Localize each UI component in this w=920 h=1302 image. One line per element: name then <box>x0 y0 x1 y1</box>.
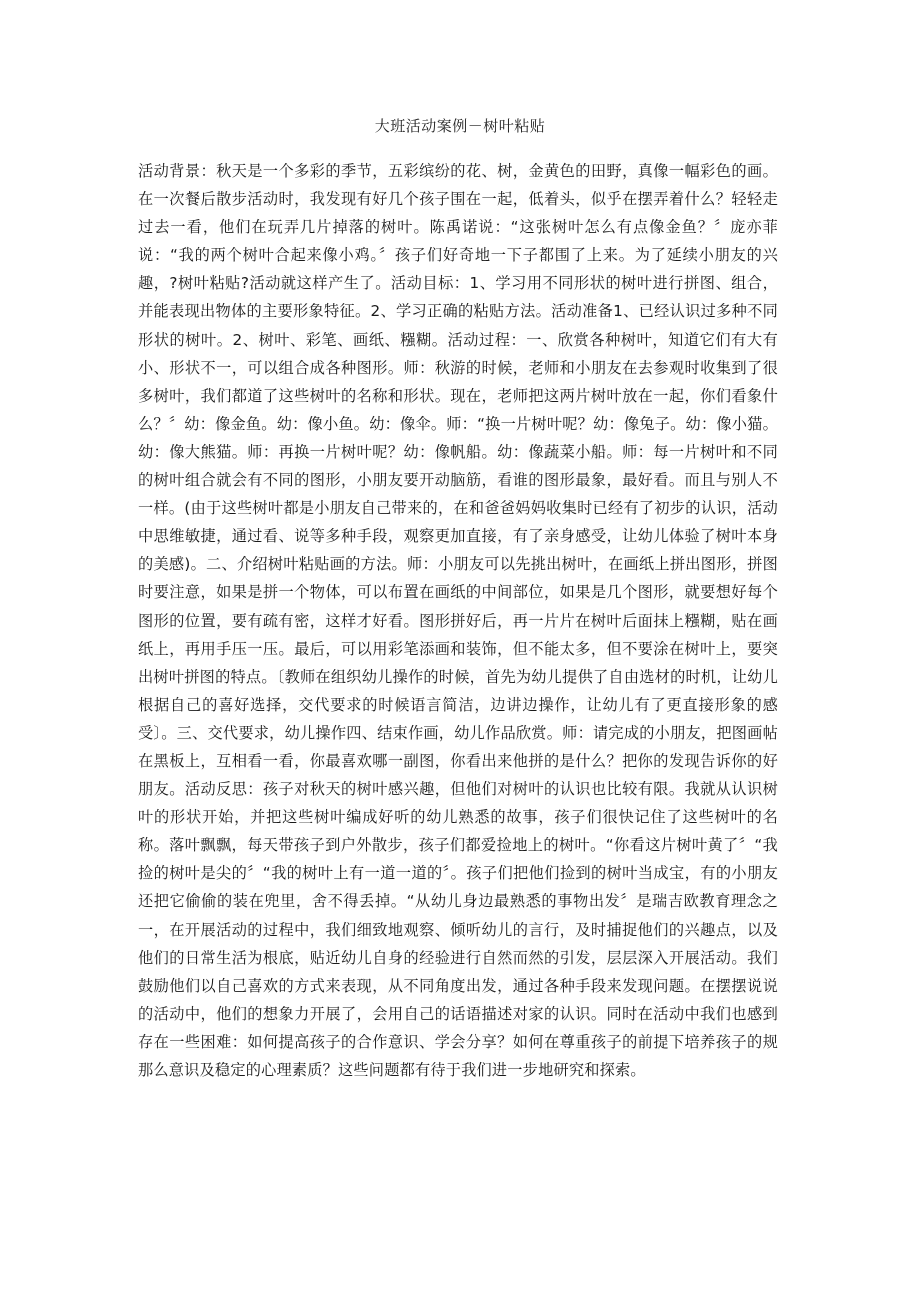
document-body: 活动背景：秋天是一个多彩的季节，五彩缤纷的花、树，金黄色的田野，真像一幅彩色的画。在一次餐后散步活动时，我发现有好几个孩子围在一起，低着头，似乎在摆弄着什么？轻轻走过去一看，他们在玩弄几片掉落的树叶。陈禹诺说：“这张树叶怎么有点像金鱼？〞庞亦菲说：“我的两个树叶合起来像小鸡。〞孩子们好奇地一下子都围了上来。为了延续小朋友的兴趣，?树叶粘贴?活动就这样产生了。活动目标：1、学习用不同形状的树叶进行拼图、组合，并能表现出物体的主要形象特征。2、学习正确的粘贴方法。活动准备1、已经认识过多种不同形状的树叶。2、树叶、彩笔、画纸、糨糊。活动过程：一、欣赏各种树叶，知道它们有大有小、形状不一，可以组合成各种图形。师：秋游的时候，老师和小朋友在去参观时收集到了很多树叶，我们都道了这些树叶的名称和形状。现在，老师把这两片树叶放在一起，你们看象什么？〞幼：像金鱼。幼：像小鱼。幼：像伞。师：“换一片树叶呢？幼：像兔子。幼：像小猫。幼：像大熊猫。师：再换一片树叶呢？幼：像帆船。幼：像蔬菜小船。师：每一片树叶和不同的树叶组合就会有不同的图形，小朋友要开动脑筋，看谁的图形最象，最好看。而且与别人不一样。(由于这些树叶都是小朋友自己带来的，在和爸爸妈妈收集时已经有了初步的认识，活动中思维敏捷，通过看、说等多种手段，观察更加直接，有了亲身感受，让幼儿体验了树叶本身的美感)。二、介绍树叶粘贴画的方法。师：小朋友可以先挑出树叶，在画纸上拼出图形，拼图时要注意，如果是拼一个物体，可以布置在画纸的中间部位，如果是几个图形，就要想好每个图形的位置，要有疏有密，这样才好看。图形拼好后，再一片片在树叶后面抹上糨糊，贴在画纸上，再用手压一压。最后，可以用彩笔添画和装饰，但不能太多，但不要涂在树叶上，要突出树叶拼图的特点。〔教师在组织幼儿操作的时候，首先为幼儿提供了自由选材的时机，让幼儿根据自己的喜好选择，交代要求的时候语言简洁，边讲边操作，让幼儿有了更直接形象的感受〕。三、交代要求，幼儿操作四、结束作画，幼儿作品欣赏。师：请完成的小朋友，把图画帖在黑板上，互相看一看，你最喜欢哪一副图，你看出来他拼的是什么？把你的发现告诉你的好朋友。活动反思：孩子对秋天的树叶感兴趣，但他们对树叶的认识也比较有限。我就从认识树叶的形状开始，并把这些树叶编成好听的幼儿熟悉的故事，孩子们很快记住了这些树叶的名称。落叶飘飘，每天带孩子到户外散步，孩子们都爱捡地上的树叶。“你看这片树叶黄了〞“我捡的树叶是尖的〞“我的树叶上有一道一道的〞。孩子们把他们捡到的树叶当成宝，有的小朋友还把它偷偷的装在兜里，舍不得丢掉。“从幼儿身边最熟悉的事物出发〞是瑞吉欧教育理念之一，在开展活动的过程中，我们细致地观察、倾听幼儿的言行，及时捕捉他们的兴趣点，以及他们的日常生活为根底，贴近幼儿自身的经验进行自然而然的引发，层层深入开展活动。我们鼓励他们以自己喜欢的方式来表现，从不同角度出发，通过各种手段来发现问题。在摆摆说说的活动中，他们的想象力开展了，会用自己的话语描述对家的认识。同时在活动中我们也感到存在一些困难：如何提高孩子的合作意识、学会分享？如何在尊重孩子的前提下培养孩子的规那么意识及稳定的心理素质？这些问题都有待于我们进一步地研究和探索。 <box>138 162 778 1079</box>
document-title: 大班活动案例－树叶粘贴 <box>374 117 546 135</box>
